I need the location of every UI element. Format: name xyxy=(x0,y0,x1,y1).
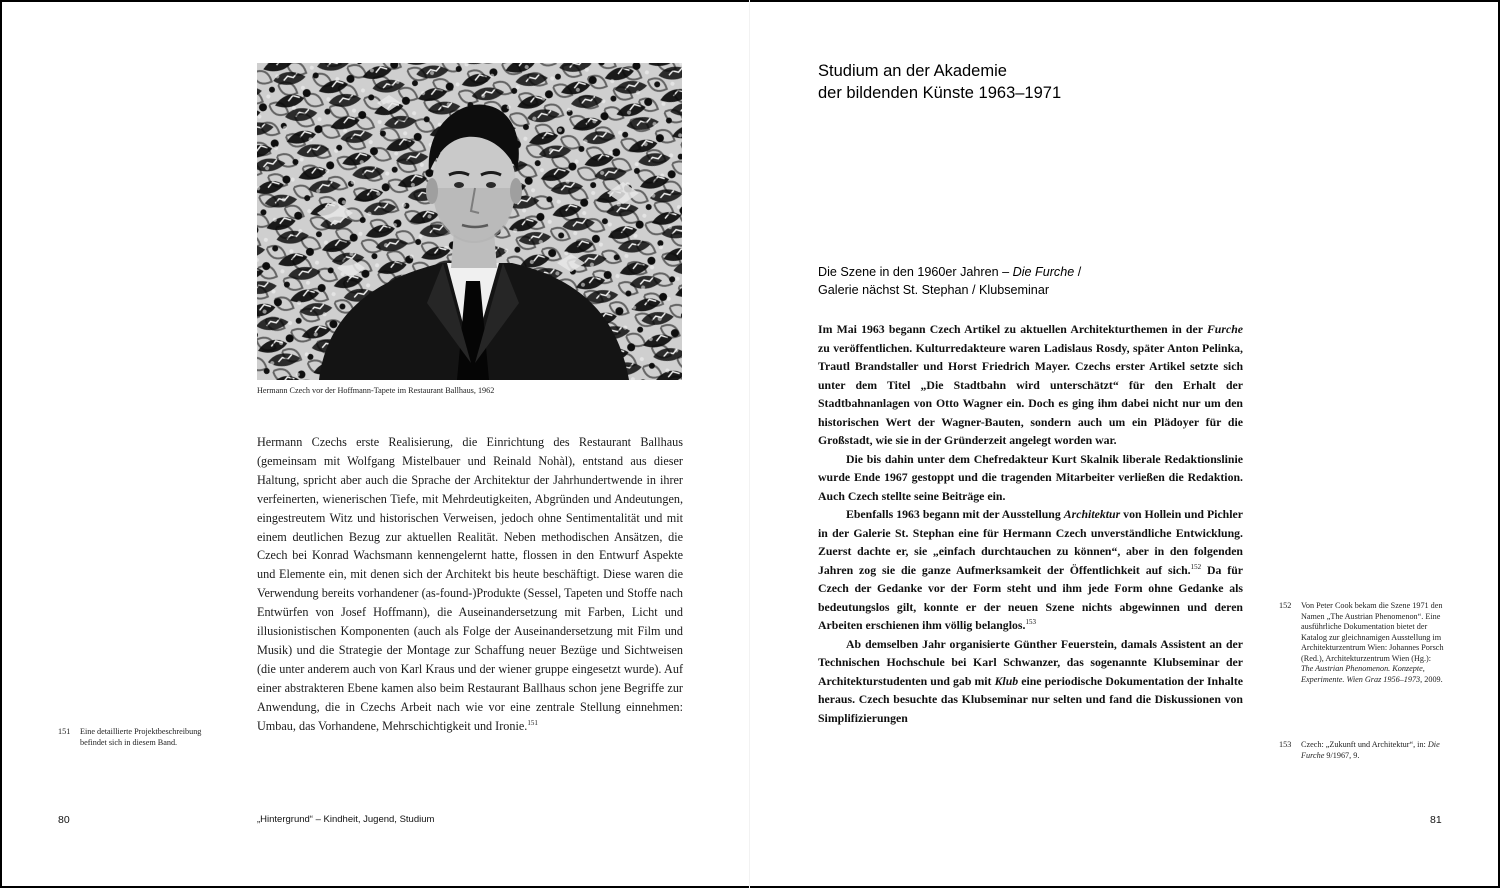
left-body-paragraph: Hermann Czechs erste Realisierung, die Einrichtung des Restaurant Ballhaus (gemeinsam mit Wolfgang Mistelbauer und Reinald Nohàl), entstand aus dieser Haltung, spricht aber auch die Sprache der Architektur der Jahrhundertwende in ihrer verfeinerten, wienerischen Tiefe, mit Mehrdeutigkeiten, Abgründen und Andeutungen, eingestreutem Witz und historischen Verweisen, jedoch ohne Sentimentalität und mit einem deutlichen Bezug zur aktuellen Realität. Neben methodischen Ansätzen, die Czech bei Konrad Wachsmann kennengelernt hatte, flossen in den Entwurf Aspekte und Elemente ein, mit denen sich der Architekt bis heute beschäftigt. Diese waren die Verwendung bereits vorhandener (as-found-)Produkte (Sessel, Tapeten und Stoffe nach Entwürfen von Josef Hoffmann), die Auseinandersetzung mit Farben, Licht und illusionistischen Komponenten (auch als Folge der Auseinandersetzung mit Film und Musik) und die Strategie der Montage zur Schaffung neuer Bezüge und Sichtweisen (die unter anderem auch von Karl Kraus und der wiener gruppe eingesetzt wurde). Auf einer abstrakteren Ebene kamen also beim Restaurant Ballhaus schon jene Begriffe zur Anwendung, die in Czechs Arbeit nach wie vor eine zentrale Stellung einnehmen: Umbau, das Vorhandene, Mehrschichtigkeit und Ironie. xyxy=(257,435,683,733)
footnote-number: 151 xyxy=(58,727,71,736)
footnote-153 xyxy=(1279,740,1444,761)
portrait-photo xyxy=(257,63,682,380)
p4-text-b: eine periodische Dokumentation der Inhalte heraus. Czech besuchte das Klubseminar nur selten und fand die Diskussionen von Simplifizierungen xyxy=(818,673,1243,725)
page-number-right: 81 xyxy=(1430,814,1442,826)
subhead-pre: Die Szene in den 1960er Jahren – xyxy=(818,265,1013,279)
p3-text-b: von Hollein und Pichler in der Galerie St. Stephan eine für Hermann Czech unverständliche Entwicklung. Zuerst dachte er, sie „einfach durchtauchen zu können“, aber in den folgenden Jahren zog sie die ganze Aufmerksamkeit der Öffentlichkeit auf sich. xyxy=(818,507,1243,577)
photo-caption: Hermann Czech vor der Hoffmann-Tapete im Restaurant Ballhaus, 1962 xyxy=(257,386,495,395)
subhead-post: / xyxy=(1074,265,1082,279)
paragraph-1 xyxy=(818,320,1243,450)
p1-text-a: Im Mai 1963 begann Czech Artikel zu aktuellen Architekturthemen in der xyxy=(818,322,1207,336)
left-body-text xyxy=(257,433,683,736)
footnote-151 xyxy=(58,727,228,748)
running-head: „Hintergrund“ – Kindheit, Jugend, Studium xyxy=(257,814,435,825)
p3-em: Architektur xyxy=(1063,507,1121,521)
footnote-153-em: Die Furche xyxy=(1301,740,1440,760)
paragraph-3 xyxy=(818,505,1243,635)
chapter-title-line2: der bildenden Künste 1963–1971 xyxy=(818,83,1062,102)
footnote-152-em: The Austrian Phenomenon. Konzepte, Experimente. Wien Graz 1956–1973 xyxy=(1301,664,1425,684)
chapter-title xyxy=(818,61,1218,104)
chapter-title-line1: Studium an der Akademie xyxy=(818,62,1007,80)
footnote-ref-153[interactable]: 153 xyxy=(1025,618,1036,627)
p4-text-a: Ab demselben Jahr organisierte Günther Feuerstein, damals Assistent an der Technischen Hochschule bei Karl Schwanzer, das sogenannte Klubseminar der Architekturstudenten und gab mit xyxy=(818,636,1243,688)
footnote-text: Eine detaillierte Projektbeschreibung befindet sich in diesem Band. xyxy=(80,727,202,747)
footnote-152 xyxy=(1279,601,1444,685)
footnote-153-text-b: 9/1967, 9. xyxy=(1324,750,1360,760)
subhead-em: Die Furche xyxy=(1012,265,1075,279)
paragraph-2: Die bis dahin unter dem Chefredakteur Kurt Skalnik liberale Redaktionslinie wurde Ende 1967 gestoppt und die tragenden Mitarbeiter verließen die Redaktion. Auch Czech stellte seine Beiträge ein. xyxy=(818,451,1243,503)
p1-text-b: zu veröffentlichen. Kulturredakteure waren Ladislaus Rosdy, später Anton Pelinka, Trautl Brandstaller und Horst Friedrich Mayer. Czechs erster Artikel setzte sich unter dem Titel „Die Stadtbahn wird unterschätzt“ für den Erhalt der Stadtbahnanlagen von Otto Wagner ein. Doch es ging ihm dabei nicht nur um den historischen Wert der Wagner-Bauten, sondern auch um ein Plädoyer für die Großstadt, wie sie in der Gründerzeit angelegt worden war. xyxy=(818,340,1243,447)
footnote-152-text-b: , 2009. xyxy=(1420,674,1443,684)
p3-text-c: Da für Czech der Gedanke vor der Form steht und ihm jede Form ohne Gedanke als bedeutungslos gilt, konnte er der neuen Szene nichts abgewinnen und deren Arbeiten erschienen ihm völlig belanglos. xyxy=(818,562,1244,632)
footnote-text xyxy=(1301,740,1444,761)
spread-fold xyxy=(749,0,750,888)
p3-text-a: Ebenfalls 1963 begann mit der Ausstellung xyxy=(846,507,1064,521)
subhead-line2: Galerie nächst St. Stephan / Klubseminar xyxy=(818,283,1050,297)
footnote-ref-151[interactable]: 151 xyxy=(527,718,538,727)
paragraph-4 xyxy=(818,635,1243,728)
section-subhead xyxy=(818,263,1238,299)
page-number-left: 80 xyxy=(58,814,70,826)
footnote-152-text-a: Von Peter Cook bekam die Szene 1971 den Namen „The Austrian Phenomenon“. Eine ausführliche Dokumentation bietet der Katalog zur gleichnamigen Ausstellung im Architekturzentrum Wien: Johannes Porsch (Red.), Architekturzentrum Wien (Hg.): xyxy=(1301,601,1444,663)
footnote-153-text-a: Czech: „Zukunft und Architektur“, in: xyxy=(1301,740,1428,749)
right-body-text xyxy=(818,320,1243,727)
footnote-number: 153 xyxy=(1279,740,1292,749)
footnote-text xyxy=(1301,601,1444,685)
p4-em: Klub xyxy=(994,673,1019,688)
footnote-ref-152[interactable]: 152 xyxy=(1190,562,1202,571)
p1-em: Furche xyxy=(1206,322,1243,336)
footnote-number: 152 xyxy=(1279,601,1292,610)
